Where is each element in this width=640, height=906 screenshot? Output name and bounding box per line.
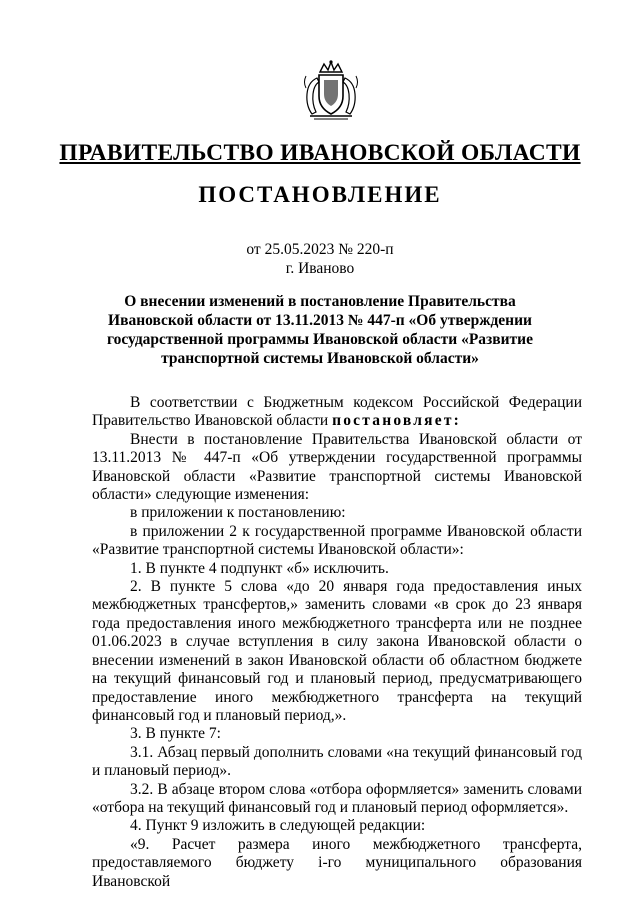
- paragraph: в приложении 2 к государственной программе Ивановской области «Развитие транспортной системы Ивановской области»:: [92, 522, 582, 559]
- date-number-line: от 25.05.2023 № 220-п: [246, 241, 394, 258]
- paragraph: 3. В пункте 7:: [130, 725, 221, 743]
- paragraph: 2. В пункте 5 слова «до 20 января года предоставления иных межбюджетных трансфертов,» заменить словами «в срок до 23 января года предоставления иного межбюджетного трансферта или не позднее 01.06.2023 в случае вступления в силу закона Ивановской области о внесении изменений в закон Ивановской области об областном бюджете на текущий финансовый год и плановый период, предусматривающего предоставление иного межбюджетного трансферта на текущий финансовый год и плановый период,».: [92, 578, 582, 724]
- city-line: г. Иваново: [285, 260, 355, 277]
- paragraph: 3.2. В абзаце втором слова «отбора оформляется» заменить словами «отбора на текущий финансовый год и плановый период оформляется».: [92, 780, 582, 816]
- decree-keyword: постановляет:: [332, 412, 461, 430]
- document-body: [92, 394, 582, 891]
- paragraph: «9. Расчет размера иного межбюджетного трансферта, предоставляемого бюджету i-го муниципального образования Ивановской: [92, 835, 582, 890]
- paragraph-preamble: [92, 394, 582, 431]
- preamble-text: В соответствии с Бюджетным кодексом Российской Федерации Правительство Ивановской области: [92, 394, 582, 430]
- document-type: ПОСТАНОВЛЕНИЕ: [198, 182, 442, 207]
- ivanovo-coat-of-arms-icon: [298, 58, 364, 124]
- paragraph: Внести в постановление Правительства Ивановской области от 13.11.2013 № 447-п «Об утверждении государственной программы Ивановской области «Развитие транспортной системы Ивановской области» следующие изменения:: [92, 430, 582, 504]
- paragraph: 1. В пункте 4 подпункт «б» исключить.: [130, 559, 389, 577]
- paragraph: 3.1. Абзац первый дополнить словами «на текущий финансовый год и плановый период».: [92, 743, 582, 780]
- paragraph: 4. Пункт 9 изложить в следующей редакции:: [130, 817, 426, 835]
- document-heading: О внесении изменений в постановление Правительства Ивановской области от 13.11.2013 № 447-п «Об утверждении государственной программы Ивановской области «Развитие транспортной системы Ивановской области»: [106, 293, 533, 367]
- paragraph: в приложении к постановлению:: [130, 504, 346, 522]
- document-meta: [0, 240, 640, 278]
- government-title: ПРАВИТЕЛЬСТВО ИВАНОВСКОЙ ОБЛАСТИ: [59, 140, 581, 166]
